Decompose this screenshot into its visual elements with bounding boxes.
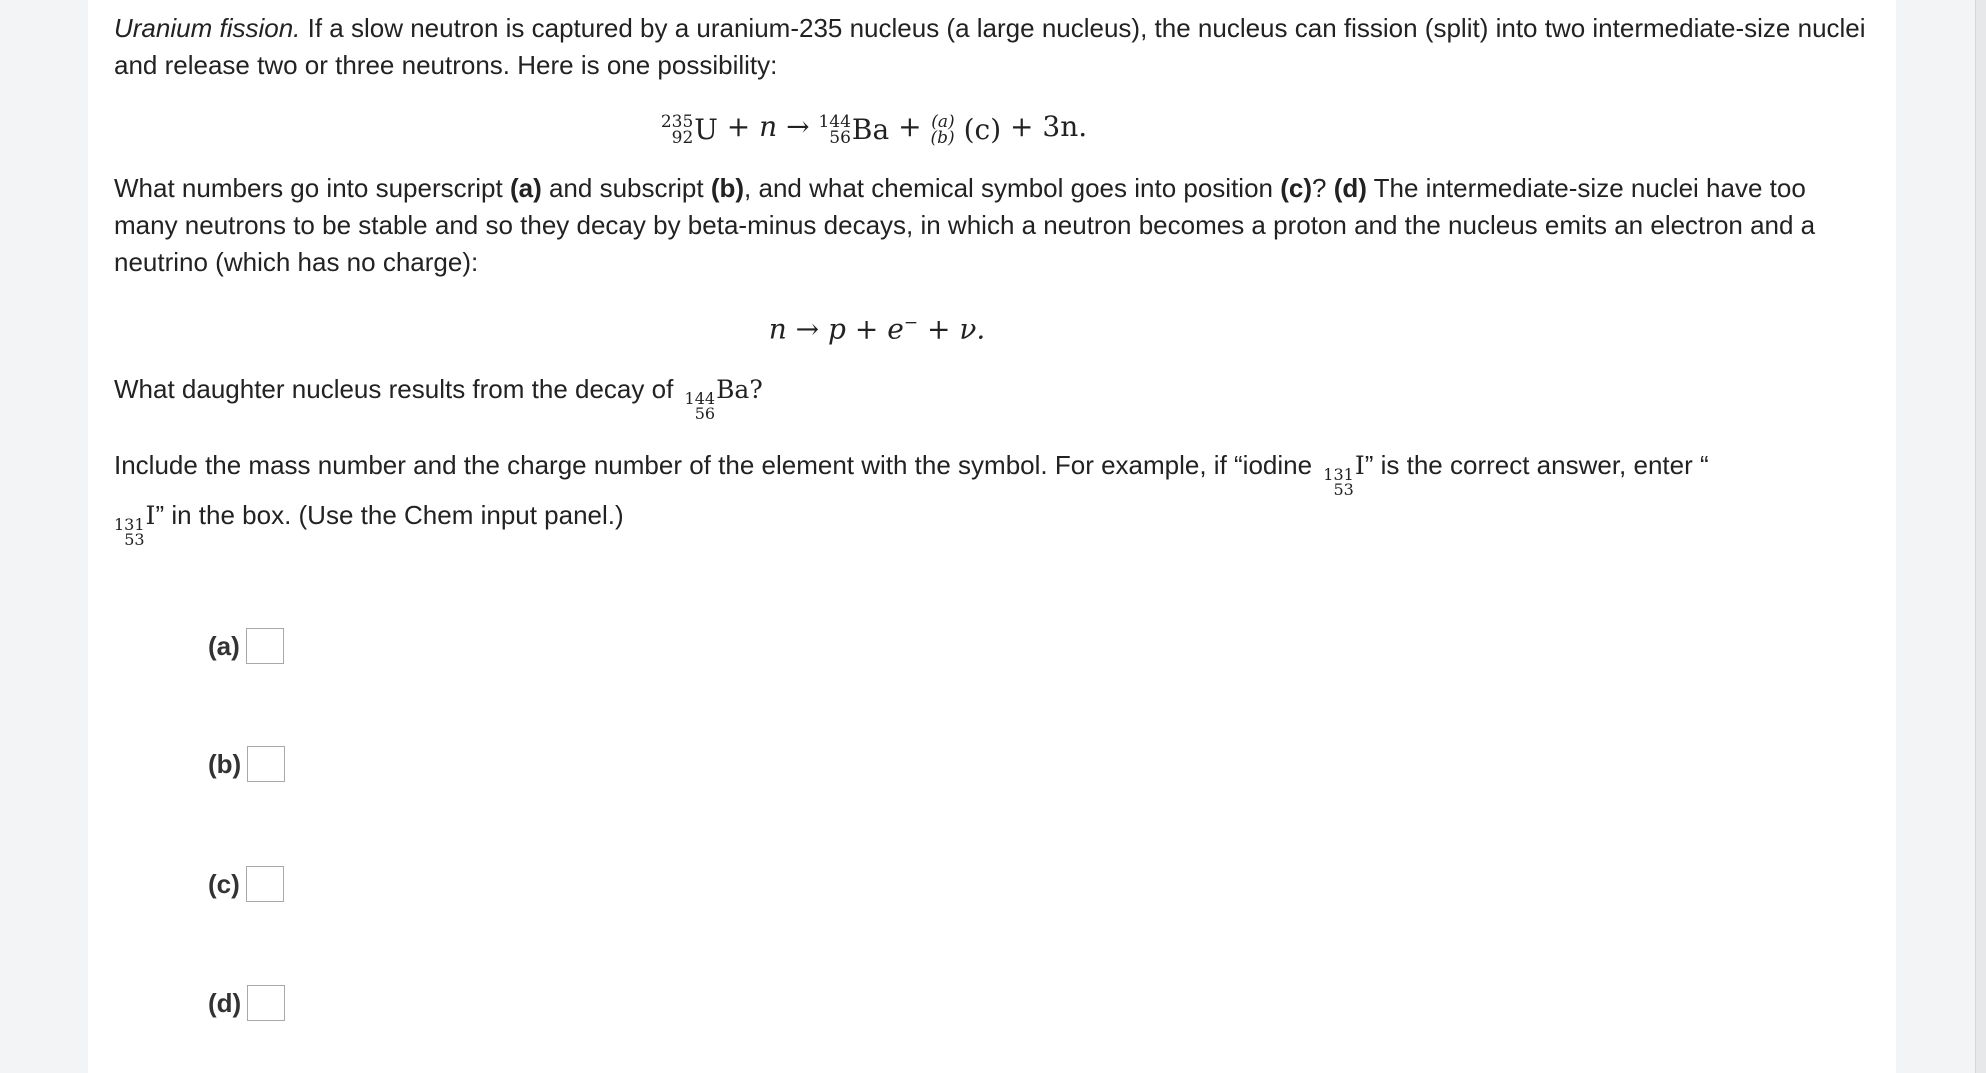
answer-input-b[interactable]	[247, 746, 285, 782]
intro-text: If a slow neutron is captured by a uranium-235 nucleus (a large nucleus), the nucleus can fission (split) into two intermediate-size nuclei and release two or three neutrons. Here is one possibility:	[114, 13, 1866, 80]
instructions-text: Include the mass number and the charge number of the element with the symbol. For example, if “iodine	[114, 450, 1320, 481]
answer-row-b	[208, 746, 285, 782]
iodine-symbol: I	[1354, 451, 1365, 481]
iodine-inline-scripts	[1323, 465, 1354, 500]
intro-paragraph	[114, 10, 1874, 84]
barium-symbol: Ba	[716, 375, 750, 405]
symbol-c-placeholder: (c)	[963, 113, 1002, 146]
uranium-charge-number: 92	[671, 127, 694, 148]
barium-symbol: Ba	[851, 113, 890, 146]
iodine-charge-number: 53	[1333, 480, 1354, 500]
question-text: ?	[1312, 173, 1334, 203]
reaction-arrow: →	[786, 312, 829, 346]
fission-equation	[0, 108, 1754, 148]
barium-charge-number: 56	[694, 404, 716, 424]
uranium-symbol: U	[694, 113, 718, 146]
answer-label-b: (b)	[208, 748, 242, 779]
unknown-nuclide	[930, 109, 1001, 148]
proton-symbol: p	[828, 312, 846, 346]
iodine-inline-scripts	[114, 515, 145, 550]
iodine-mass-number: 131	[114, 515, 145, 535]
barium-mass-number: 144	[684, 389, 716, 409]
question-paragraph	[114, 170, 1874, 281]
answer-input-d[interactable]	[247, 985, 285, 1021]
barium-mass-number: 144	[818, 111, 851, 132]
barium-nuclide	[818, 109, 889, 148]
answer-row-a	[208, 628, 284, 664]
iodine-symbol: I	[145, 501, 156, 531]
answer-label-d: (d)	[208, 987, 242, 1018]
answer-input-a[interactable]	[246, 628, 284, 664]
neutrino-symbol: ν.	[959, 312, 986, 346]
question-text: and subscript	[541, 173, 711, 203]
daughter-question	[114, 371, 1874, 424]
part-c-ref: (c)	[1280, 173, 1313, 203]
daughter-question-text: What daughter nucleus results from the decay of	[114, 374, 681, 405]
plus-sign: +	[845, 312, 888, 346]
question-text: The intermediate-size nuclei have too many neutrons to be stable and so they decay by beta-minus decays, in which a neutron becomes a proton and the nucleus emits an electron and a neutrino (which has no charge):	[114, 173, 1816, 277]
electron-symbol: e	[887, 312, 904, 346]
uranium-nuclide	[661, 109, 718, 148]
question-text: , and what chemical symbol goes into position	[744, 173, 1281, 203]
part-a-ref: (a)	[509, 173, 542, 203]
plus-sign: +	[717, 110, 760, 143]
answer-row-c	[208, 866, 284, 902]
plus-sign: +	[918, 312, 960, 346]
plus-sign: +	[889, 110, 931, 143]
beta-decay-equation	[0, 305, 1757, 347]
electron-charge: −	[903, 313, 919, 333]
instructions-text: ” is the correct answer, enter “	[1364, 450, 1709, 481]
reaction-arrow: →	[777, 110, 819, 143]
question-content	[114, 10, 1874, 550]
iodine-mass-number: 131	[1323, 465, 1354, 485]
part-b-ref: (b)	[710, 173, 745, 203]
answer-row-d	[208, 985, 285, 1021]
neutron-symbol: n	[768, 312, 787, 346]
barium-charge-number: 56	[829, 127, 851, 148]
question-mark: ?	[749, 375, 763, 405]
iodine-charge-number: 53	[124, 530, 145, 550]
instructions-text: ” in the box. (Use the Chem input panel.)	[155, 500, 624, 531]
intro-title: Uranium fission.	[114, 13, 301, 43]
subscript-b-placeholder: (b)	[930, 127, 955, 148]
neutrons-product: + 3n.	[1001, 110, 1088, 143]
part-d-ref: (d)	[1333, 173, 1367, 203]
answer-label-a: (a)	[208, 630, 240, 661]
answer-label-c: (c)	[208, 868, 240, 899]
question-text: What numbers go into superscript	[114, 173, 510, 203]
window-edge	[1975, 0, 1986, 1073]
question-panel	[88, 0, 1896, 1073]
uranium-mass-number: 235	[660, 111, 694, 132]
barium-inline-scripts	[684, 389, 716, 424]
answer-input-c[interactable]	[246, 866, 284, 902]
superscript-a-placeholder: (a)	[931, 111, 955, 132]
neutron-symbol: n	[759, 110, 778, 143]
instructions-paragraph	[114, 447, 1874, 550]
